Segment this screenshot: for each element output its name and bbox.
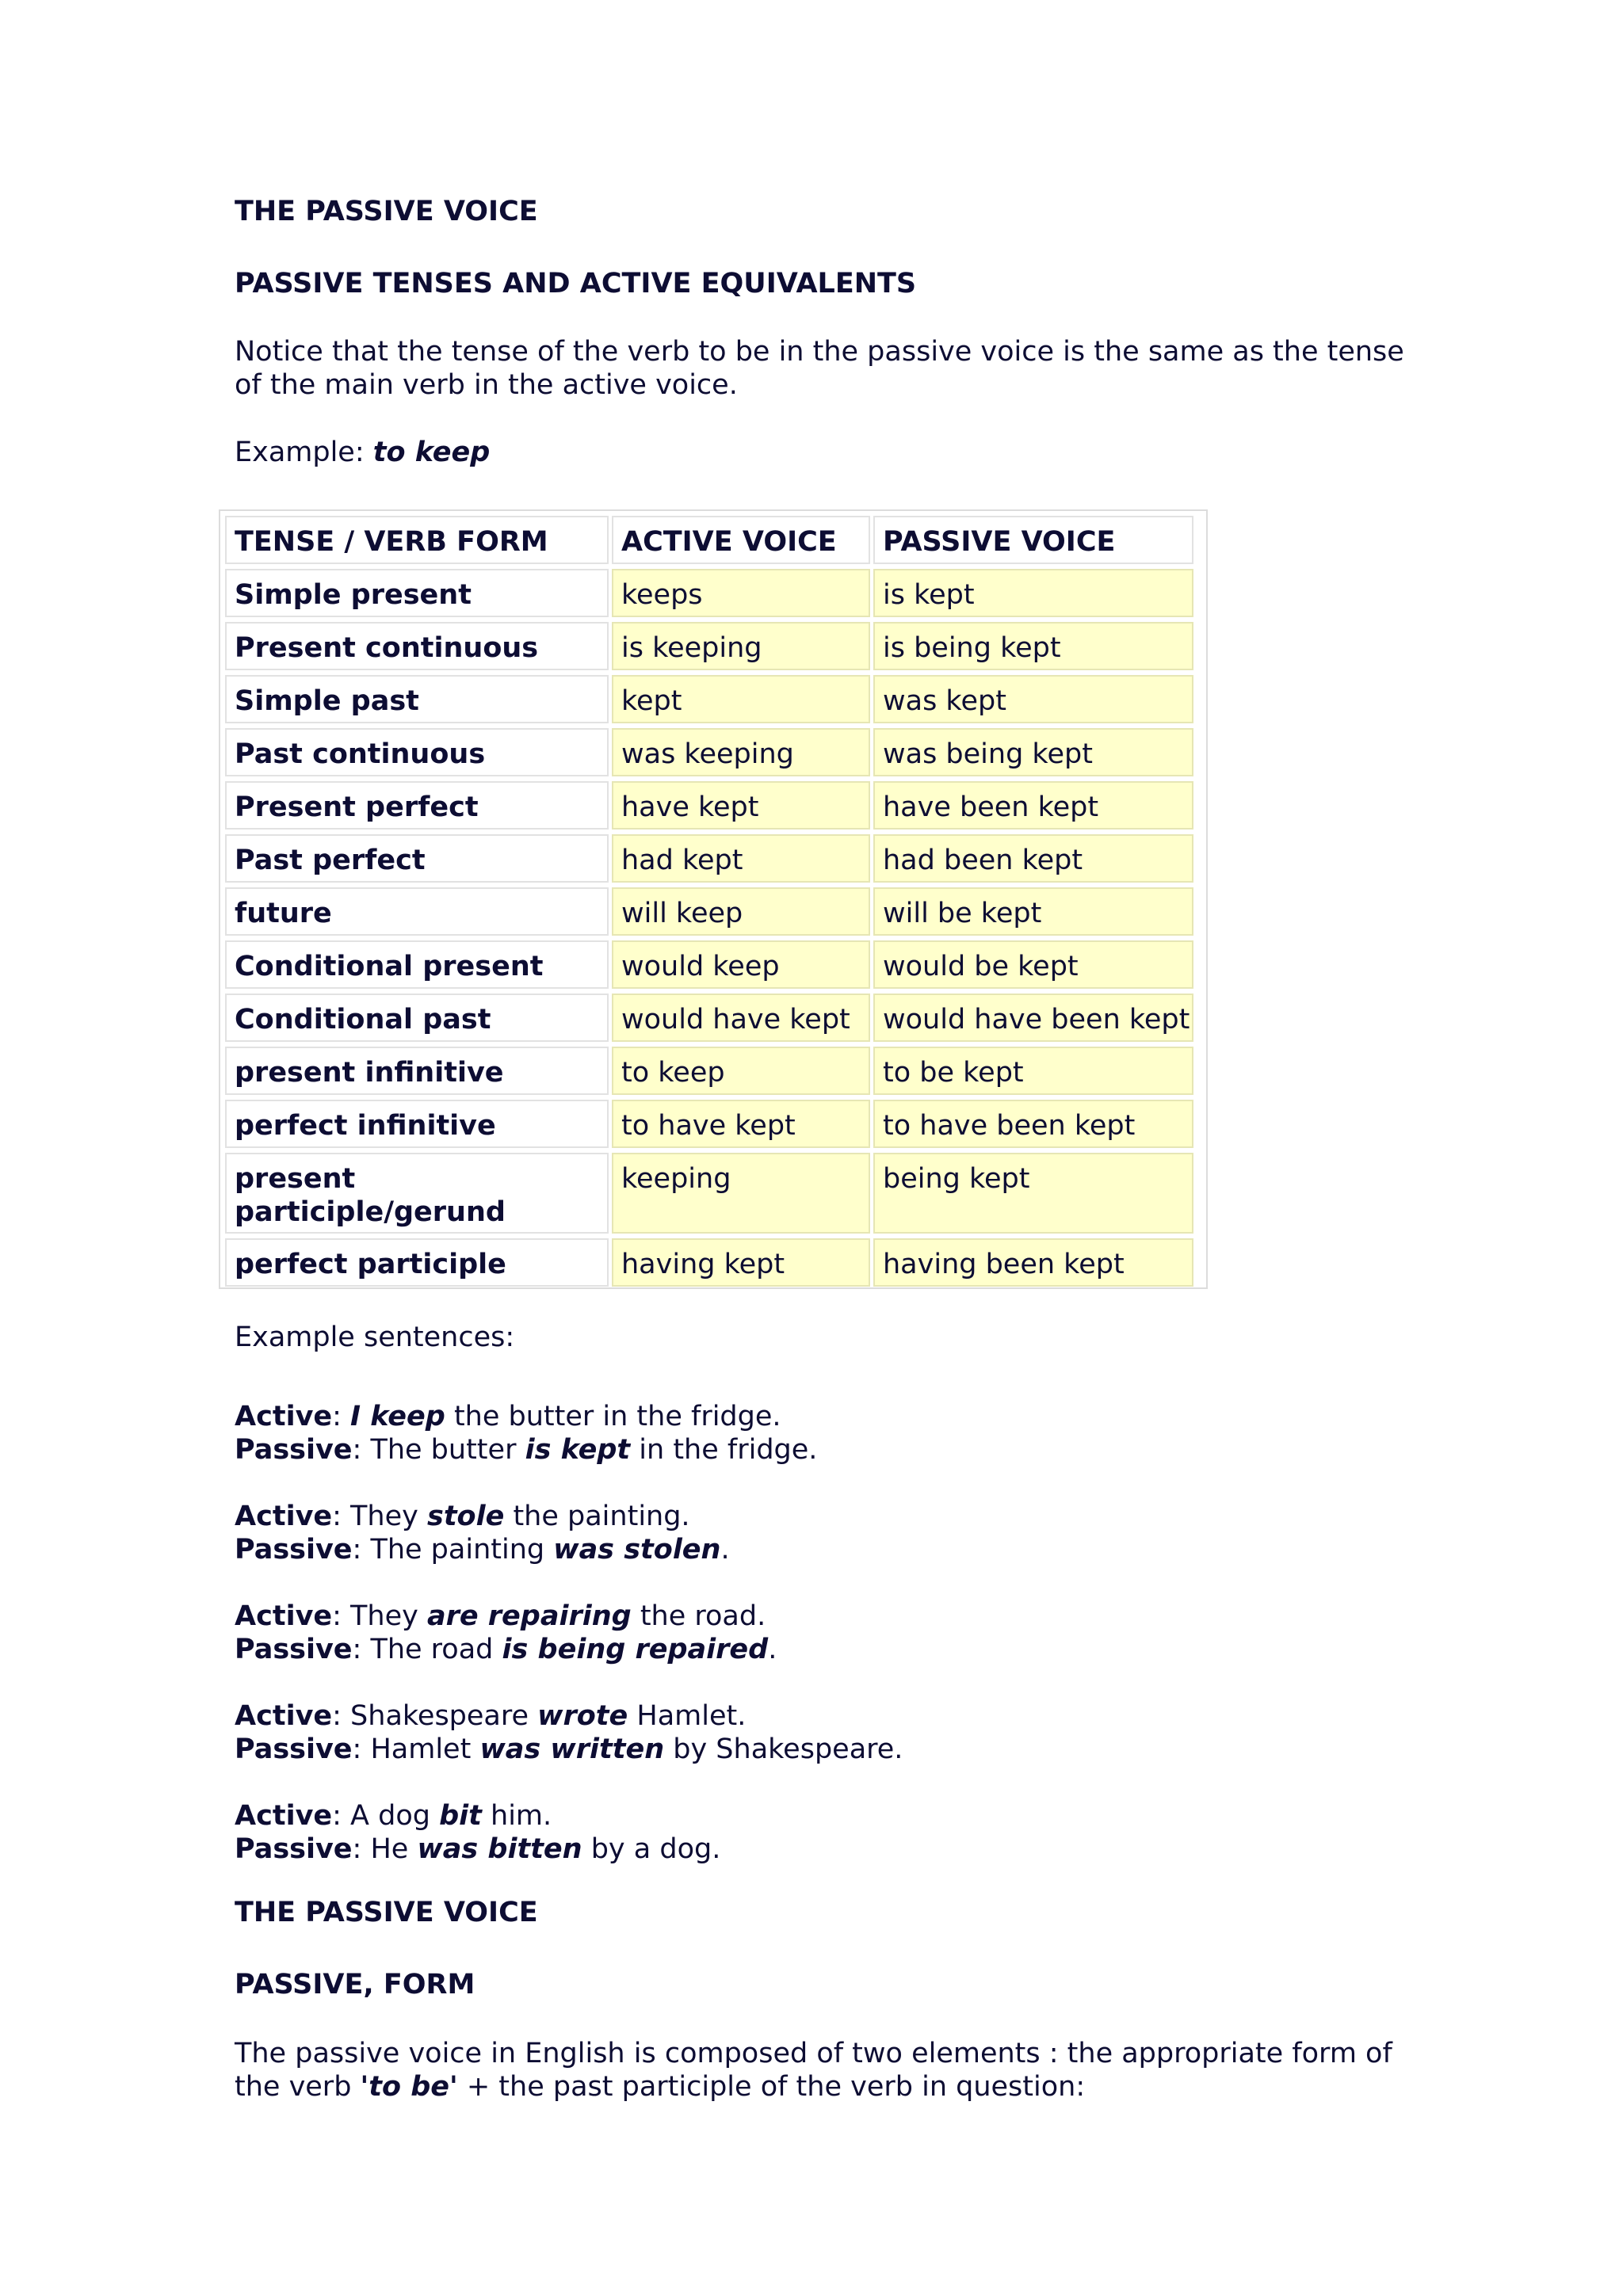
table-header-cell: ACTIVE VOICE	[612, 516, 870, 564]
form-paragraph	[235, 2037, 1423, 2103]
active-voice-cell: is keeping	[612, 622, 870, 670]
passive-text: : The painting	[352, 1534, 554, 1566]
tense-name-cell: present infinitive	[225, 1047, 609, 1095]
passive-sentence	[235, 1833, 720, 1866]
active-text: : Shakespeare	[332, 1700, 538, 1732]
active-text: : A dog	[332, 1800, 440, 1832]
active-voice-cell: will keep	[612, 887, 870, 936]
active-sentence	[235, 1600, 766, 1633]
active-text: Hamlet.	[628, 1700, 747, 1732]
passive-voice-cell: had been kept	[873, 834, 1193, 883]
active-text: him.	[481, 1800, 552, 1832]
active-text: : They	[332, 1600, 427, 1632]
passive-text: by Shakespeare.	[664, 1733, 903, 1765]
active-verb: wrote	[537, 1700, 628, 1732]
passive-verb: was stolen	[553, 1534, 721, 1566]
passive-sentence	[235, 1733, 903, 1766]
passive-label: Passive	[235, 1733, 353, 1765]
tense-name-cell: Simple past	[225, 675, 609, 723]
table-header-cell: TENSE / VERB FORM	[225, 516, 609, 564]
passive-text: .	[768, 1634, 777, 1665]
active-voice-cell: kept	[612, 675, 870, 723]
passive-text: : He	[352, 1833, 418, 1865]
active-voice-cell: have kept	[612, 781, 870, 830]
tense-name-cell: Past continuous	[225, 728, 609, 776]
tense-table	[219, 509, 1208, 1289]
example-label: Example:	[235, 437, 373, 468]
passive-voice-cell: being kept	[873, 1153, 1193, 1234]
passive-verb: was written	[479, 1733, 665, 1765]
passive-sentence	[235, 1533, 730, 1566]
active-text: the butter in the fridge.	[445, 1401, 781, 1432]
example-sentences-label: Example sentences:	[235, 1322, 515, 1353]
passive-voice-cell: is being kept	[873, 622, 1193, 670]
tense-name-cell: perfect infinitive	[225, 1100, 609, 1148]
tense-name-cell: perfect participle	[225, 1238, 609, 1287]
passive-voice-cell: is kept	[873, 569, 1193, 617]
tense-name-cell: Simple present	[225, 569, 609, 617]
title-passive-voice-2: THE PASSIVE VOICE	[235, 1897, 538, 1928]
active-voice-cell: keeping	[612, 1153, 870, 1234]
active-voice-cell: would keep	[612, 940, 870, 989]
active-verb: are repairing	[426, 1600, 632, 1632]
active-sentence	[235, 1799, 552, 1833]
active-voice-cell: to keep	[612, 1047, 870, 1095]
passive-voice-cell: to be kept	[873, 1047, 1193, 1095]
active-voice-cell: would have kept	[612, 994, 870, 1042]
tense-name-cell: present participle/gerund	[225, 1153, 609, 1234]
tense-name-cell: Present perfect	[225, 781, 609, 830]
active-text: : They	[332, 1501, 427, 1532]
passive-verb: is being repaired	[502, 1634, 769, 1665]
active-label: Active	[235, 1600, 333, 1632]
form-text-to-be: 'to be'	[360, 2071, 458, 2103]
subtitle-passive-form: PASSIVE, FORM	[235, 1969, 475, 2000]
passive-text: : Hamlet	[352, 1733, 480, 1765]
active-voice-cell: was keeping	[612, 728, 870, 776]
passive-label: Passive	[235, 1833, 353, 1865]
form-text-start: The passive voice in English is composed of two elements : the appropriate form of the verb	[235, 2038, 1392, 2103]
active-verb: stole	[426, 1501, 505, 1532]
passive-sentence	[235, 1433, 817, 1466]
subtitle-passive-tenses: PASSIVE TENSES AND ACTIVE EQUIVALENTS	[235, 268, 917, 299]
active-sentence	[235, 1400, 781, 1433]
passive-voice-cell: have been kept	[873, 781, 1193, 830]
passive-voice-cell: was kept	[873, 675, 1193, 723]
passive-voice-cell: will be kept	[873, 887, 1193, 936]
active-voice-cell: to have kept	[612, 1100, 870, 1148]
title-passive-voice: THE PASSIVE VOICE	[235, 196, 538, 227]
passive-verb: was bitten	[417, 1833, 582, 1865]
form-text-end: + the past participle of the verb in question:	[457, 2071, 1086, 2103]
notice-paragraph: Notice that the tense of the verb to be in the passive voice is the same as the tense of the main verb in the active voice.	[235, 336, 1404, 401]
tense-name-cell: future	[225, 887, 609, 936]
active-label: Active	[235, 1401, 333, 1432]
active-text: the painting.	[504, 1501, 690, 1532]
example-line	[235, 436, 1423, 469]
passive-voice-cell: to have been kept	[873, 1100, 1193, 1148]
active-sentence	[235, 1500, 690, 1533]
tense-name-cell: Present continuous	[225, 622, 609, 670]
active-label: Active	[235, 1800, 333, 1832]
passive-text: in the fridge.	[630, 1434, 818, 1466]
active-label: Active	[235, 1501, 333, 1532]
active-text: the road.	[631, 1600, 766, 1632]
tense-name-cell: Conditional present	[225, 940, 609, 989]
active-label: Active	[235, 1700, 333, 1732]
passive-text: : The butter	[352, 1434, 525, 1466]
passive-verb: is kept	[525, 1434, 631, 1466]
active-sentence	[235, 1699, 746, 1733]
passive-text: by a dog.	[582, 1833, 721, 1865]
table-header-cell: PASSIVE VOICE	[873, 516, 1193, 564]
tense-name-cell: Conditional past	[225, 994, 609, 1042]
active-voice-cell: had kept	[612, 834, 870, 883]
passive-text: .	[720, 1534, 730, 1566]
passive-label: Passive	[235, 1534, 353, 1566]
active-voice-cell: keeps	[612, 569, 870, 617]
tense-name-cell: Past perfect	[225, 834, 609, 883]
passive-voice-cell: would be kept	[873, 940, 1193, 989]
passive-sentence	[235, 1633, 777, 1666]
passive-voice-cell: would have been kept	[873, 994, 1193, 1042]
active-verb: I keep	[350, 1401, 445, 1432]
active-text: :	[332, 1401, 351, 1432]
passive-voice-cell: having been kept	[873, 1238, 1193, 1287]
passive-text: : The road	[352, 1634, 502, 1665]
passive-label: Passive	[235, 1634, 353, 1665]
example-verb: to keep	[372, 437, 491, 468]
active-voice-cell: having kept	[612, 1238, 870, 1287]
active-verb: bit	[439, 1800, 482, 1832]
passive-voice-cell: was being kept	[873, 728, 1193, 776]
passive-label: Passive	[235, 1434, 353, 1466]
